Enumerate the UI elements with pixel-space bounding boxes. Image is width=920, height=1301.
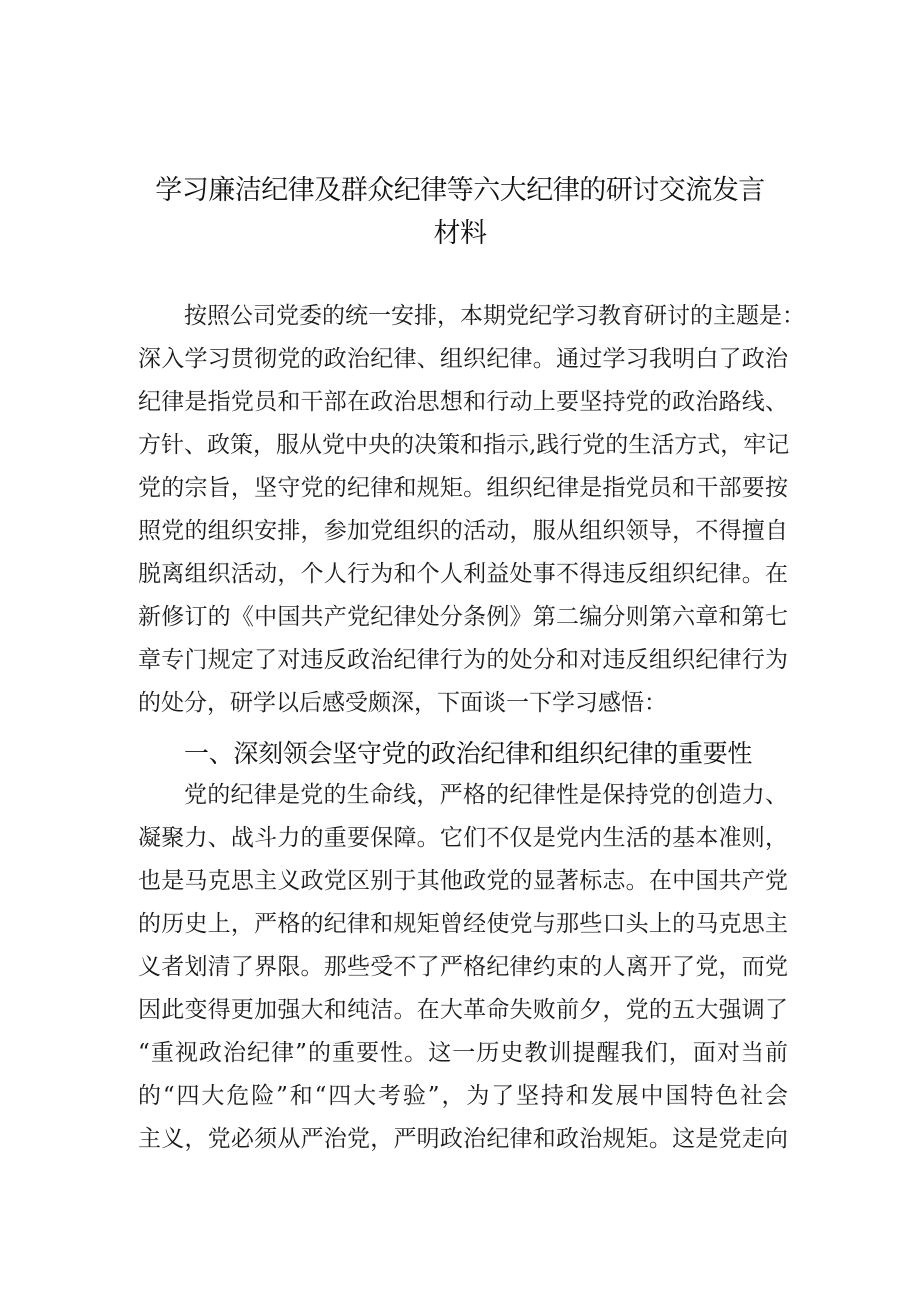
text-line: 党的宗旨，坚守党的纪律和规矩。组织纪律是指党员和干部要按 — [138, 475, 788, 501]
text-line: 深入学习贯彻党的政治纪律、组织纪律。通过学习我明白了政治 — [138, 346, 788, 372]
document-title-line-1: 学习廉洁纪律及群众纪律等六大纪律的研讨交流发言 — [155, 175, 765, 206]
text-line: 主义，党必须从严治党，严明政治纪律和政治规矩。这是党走向 — [138, 1126, 788, 1152]
text-line: 新修订的《中国共产党纪律处分条例》第二编分则第六章和第七 — [138, 604, 788, 630]
text-line: 脱离组织活动，个人行为和个人利益处事不得违反组织纪律。在 — [138, 561, 788, 587]
text-line: 因此变得更加强大和纯洁。在大革命失败前夕，党的五大强调了 — [138, 997, 788, 1023]
text-line: 义者划清了界限。那些受不了严格纪律约束的人离开了党，而党 — [138, 954, 788, 980]
text-line: 的处分，研学以后感受颇深，下面谈一下学习感悟： — [138, 690, 667, 716]
text-line: 的“四大危险”和“四大考验”，为了坚持和发展中国特色社会 — [138, 1083, 788, 1109]
text-line: 凝聚力、战斗力的重要保障。它们不仅是党内生活的基本准则， — [138, 825, 788, 851]
text-line: 党的纪律是党的生命线，严格的纪律性是保持党的创造力、 — [184, 782, 788, 808]
text-line: 方针、政策，服从党中央的决策和指示,践行党的生活方式，牢记 — [138, 432, 790, 458]
document-title-line-2: 材料 — [433, 218, 487, 249]
text-line: 按照公司党委的统一安排，本期党纪学习教育研讨的主题是： — [184, 303, 805, 329]
text-line: “重视政治纪律”的重要性。这一历史教训提醒我们，面对当前 — [138, 1040, 788, 1066]
text-line: 章专门规定了对违反政治纪律行为的处分和对违反组织纪律行为 — [138, 647, 788, 673]
text-line: 的历史上，严格的纪律和规矩曾经使党与那些口头上的马克思主 — [138, 911, 788, 937]
text-line: 纪律是指党员和干部在政治思想和行动上要坚持党的政治路线、 — [138, 389, 788, 415]
paragraph-1 — [138, 296, 805, 716]
text-line: 也是马克思主义政党区别于其他政党的显著标志。在中国共产党 — [138, 868, 788, 894]
section-heading: 一、深刻领会坚守党的政治纪律和组织纪律的重要性 — [184, 739, 753, 768]
text-line: 照党的组织安排，参加党组织的活动，服从组织领导，不得擅自 — [138, 518, 788, 544]
paragraph-2 — [138, 775, 788, 1165]
